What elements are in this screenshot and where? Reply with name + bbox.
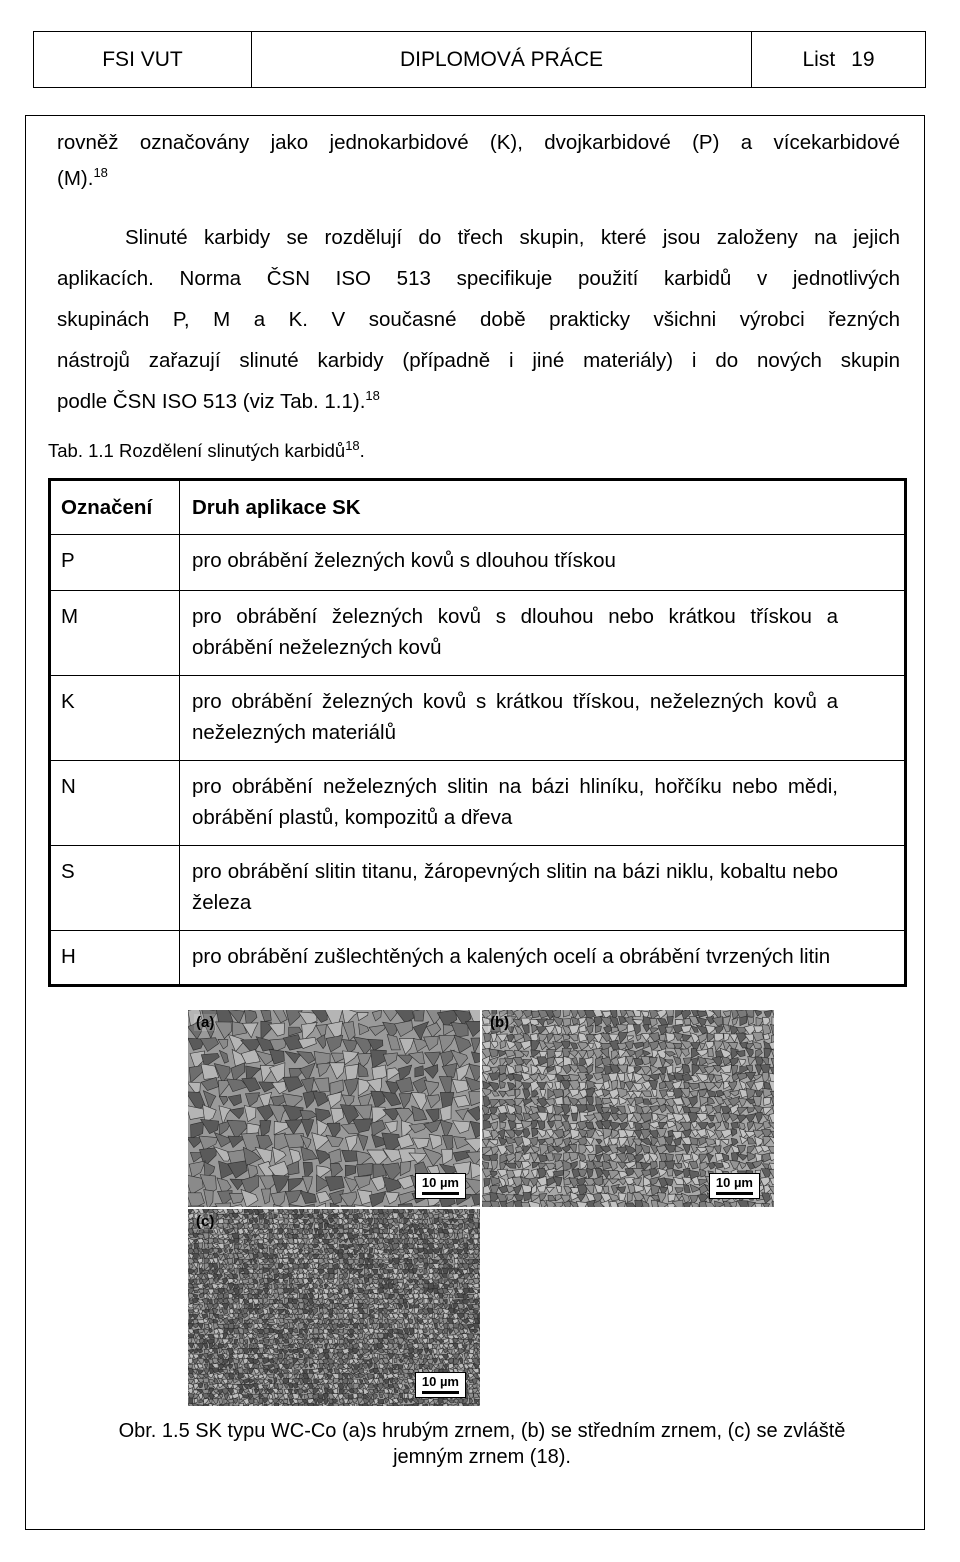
table-caption-end: .: [359, 440, 365, 461]
figure-caption: [57, 1418, 907, 1470]
micrograph-a: [188, 1010, 480, 1207]
header-doc-type: [252, 32, 752, 87]
micrograph-c-label: (c): [196, 1213, 215, 1230]
micrograph-a-scale: [415, 1173, 466, 1199]
table-cell-desc: pro obrábění neželezných slitin na bázi hliníku, hořčíku nebo mědi, obrábění plastů, kompozitů a dřeva: [180, 761, 906, 846]
scale-bar: [422, 1192, 459, 1195]
intro-line-1: rovněž označovány jako jednokarbidové (K), dvojkarbidové (P) a vícekarbidové: [57, 131, 900, 154]
table-header-desc: Druh aplikace SK: [180, 480, 906, 535]
micrograph-b: [482, 1010, 774, 1207]
micrograph-c: [188, 1209, 480, 1406]
paragraph-2: [57, 217, 900, 422]
table-header-row: [50, 480, 906, 535]
table-row: [50, 591, 906, 676]
scale-bar: [422, 1391, 459, 1394]
para2-line-1: Slinuté karbidy se rozdělují do třech skupin, které jsou založeny na jejich: [125, 226, 900, 249]
table-caption-ref: 18: [345, 437, 360, 453]
table-cell-code: M: [50, 591, 180, 676]
header-school: [34, 32, 252, 87]
table-cell-desc: pro obrábění slitin titanu, žáropevných slitin na bázi niklu, kobaltu nebo železa: [180, 846, 906, 931]
carbide-groups-table: [48, 478, 907, 987]
header-page-number: 19: [851, 47, 875, 71]
para2-line-5-text: podle ČSN ISO 513 (viz Tab. 1.1).: [57, 390, 366, 413]
table-cell-desc: pro obrábění železných kovů s krátkou třískou, neželezných kovů a neželezných materiálů: [180, 676, 906, 761]
table-cell-code: N: [50, 761, 180, 846]
header-school-text: FSI VUT: [102, 47, 183, 71]
para2-line-3: skupinách P, M a K. V současné době prakticky všichni výrobci řezných: [57, 308, 900, 331]
figure-caption-line-2: jemným zrnem (18).: [393, 1446, 571, 1468]
table-cell-code: K: [50, 676, 180, 761]
para2-ref: 18: [365, 388, 380, 404]
table-cell-desc: pro obrábění zušlechtěných a kalených ocelí a obrábění tvrzených litin: [180, 931, 906, 986]
table-cell-desc: pro obrábění železných kovů s dlouhou třískou: [180, 535, 906, 591]
header-list-label: List: [802, 47, 836, 71]
table-caption-text: Tab. 1.1 Rozdělení slinutých karbidů: [48, 440, 346, 461]
intro-paragraph: [57, 122, 900, 195]
table-row: [50, 535, 906, 591]
micrograph-b-scale-text: 10 µm: [715, 1175, 753, 1190]
intro-ref: 18: [93, 165, 108, 181]
table-row: [50, 761, 906, 846]
micrograph-a-scale-text: 10 µm: [421, 1175, 459, 1190]
micrograph-b-scale: [709, 1173, 760, 1199]
para2-line-5: [57, 381, 900, 422]
table-cell-code: H: [50, 931, 180, 986]
table-caption: [48, 437, 365, 462]
table-row: [50, 931, 906, 986]
micrograph-c-scale-text: 10 µm: [421, 1374, 459, 1389]
micrograph-a-label: (a): [196, 1014, 215, 1031]
figure-caption-line-1: Obr. 1.5 SK typu WC-Co (a)s hrubým zrnem, (b) se středním zrnem, (c) se zvláště: [118, 1420, 846, 1442]
table-cell-code: S: [50, 846, 180, 931]
table-cell-desc: pro obrábění železných kovů s dlouhou nebo krátkou třískou a obrábění neželezných kovů: [180, 591, 906, 676]
para2-line-4: nástrojů zařazují slinuté karbidy (případně i jiné materiály) i do nových skupin: [57, 349, 900, 372]
intro-line-2-text: (M).: [57, 167, 94, 190]
table-row: [50, 676, 906, 761]
para2-line-2: aplikacích. Norma ČSN ISO 513 specifikuje použití karbidů v jednotlivých: [57, 267, 900, 290]
table-cell-code: P: [50, 535, 180, 591]
intro-line-2: [57, 163, 900, 195]
table-row: [50, 846, 906, 931]
header-doc-type-text: DIPLOMOVÁ PRÁCE: [399, 47, 604, 71]
micrograph-c-scale: [415, 1372, 466, 1398]
scale-bar: [716, 1192, 753, 1195]
table-header-code: Označení: [50, 480, 180, 535]
header-page: [752, 32, 925, 87]
micrograph-b-label: (b): [490, 1014, 510, 1031]
page-header: [33, 31, 926, 88]
